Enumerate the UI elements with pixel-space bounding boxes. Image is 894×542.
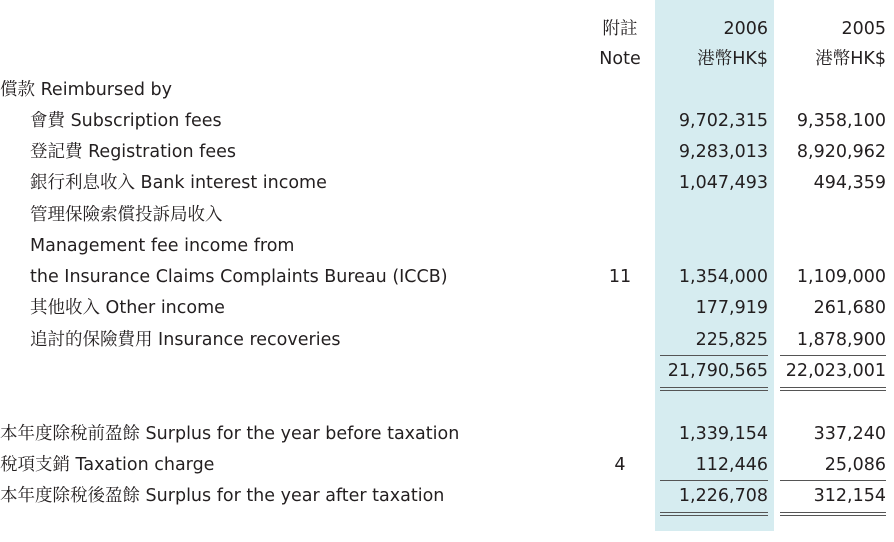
row-note: 11: [608, 267, 632, 287]
row-label: 銀行利息收入 Bank interest income: [30, 173, 327, 193]
row-value-2006: 1,047,493: [678, 173, 768, 193]
row-value-2006: 177,919: [695, 298, 768, 318]
summary-value-2006: 1,226,708: [678, 486, 768, 506]
subtotal-double-rule-2005-a: [780, 387, 886, 388]
subtotal-2005: 22,023,001: [785, 361, 886, 381]
summary-value-2006: 1,339,154: [678, 424, 768, 444]
currency-2006-header: 港幣HK$: [697, 49, 768, 69]
currency-2005-header: 港幣HK$: [815, 49, 886, 69]
row-label: 登記費 Registration fees: [30, 142, 236, 162]
net-double-rule-2005-b: [780, 515, 886, 516]
row-value-2006: 9,283,013: [678, 142, 768, 162]
subtotal-double-rule-2006-b: [660, 390, 768, 391]
row-label: 追討的保險費用 Insurance recoveries: [30, 330, 341, 350]
row-value-2005: 1,109,000: [796, 267, 886, 287]
net-rule-2005: [780, 480, 886, 481]
row-value-2006: 9,702,315: [678, 111, 768, 131]
net-double-rule-2006-a: [660, 512, 768, 513]
row-value-2005: 261,680: [813, 298, 886, 318]
subtotal-2006: 21,790,565: [667, 361, 768, 381]
summary-value-2006: 112,446: [695, 455, 768, 475]
summary-value-2005: 25,086: [824, 455, 886, 475]
year-2005-header: 2005: [841, 19, 886, 39]
subtotal-rule-2005: [780, 355, 886, 356]
subtotal-double-rule-2006-a: [660, 387, 768, 388]
summary-label: 稅項支銷 Taxation charge: [0, 455, 215, 475]
net-double-rule-2006-b: [660, 515, 768, 516]
row-value-2005: 9,358,100: [796, 111, 886, 131]
summary-value-2005: 312,154: [813, 486, 886, 506]
year-2006-header: 2006: [723, 19, 768, 39]
net-double-rule-2005-a: [780, 512, 886, 513]
row-value-2006: 1,354,000: [678, 267, 768, 287]
row-label: the Insurance Claims Complaints Bureau (ICCB): [30, 267, 448, 287]
row-label: 管理保險索償投訴局收入: [30, 205, 223, 225]
summary-note: 4: [614, 455, 626, 475]
subtotal-double-rule-2005-b: [780, 390, 886, 391]
row-value-2005: 494,359: [813, 173, 886, 193]
note-header-en: Note: [599, 49, 641, 69]
note-header-zh: 附註: [602, 19, 638, 39]
row-value-2005: 1,878,900: [796, 330, 886, 350]
summary-label: 本年度除稅前盈餘 Surplus for the year before taxation: [0, 424, 460, 444]
summary-value-2005: 337,240: [813, 424, 886, 444]
row-label: Management fee income from: [30, 236, 295, 256]
row-value-2006: 225,825: [695, 330, 768, 350]
summary-label: 本年度除稅後盈餘 Surplus for the year after taxation: [0, 486, 445, 506]
row-label: 其他收入 Other income: [30, 298, 225, 318]
section-title: 償款 Reimbursed by: [0, 80, 173, 100]
row-value-2005: 8,920,962: [796, 142, 886, 162]
net-rule-2006: [660, 480, 768, 481]
row-label: 會費 Subscription fees: [30, 111, 222, 131]
subtotal-rule-2006: [660, 355, 768, 356]
